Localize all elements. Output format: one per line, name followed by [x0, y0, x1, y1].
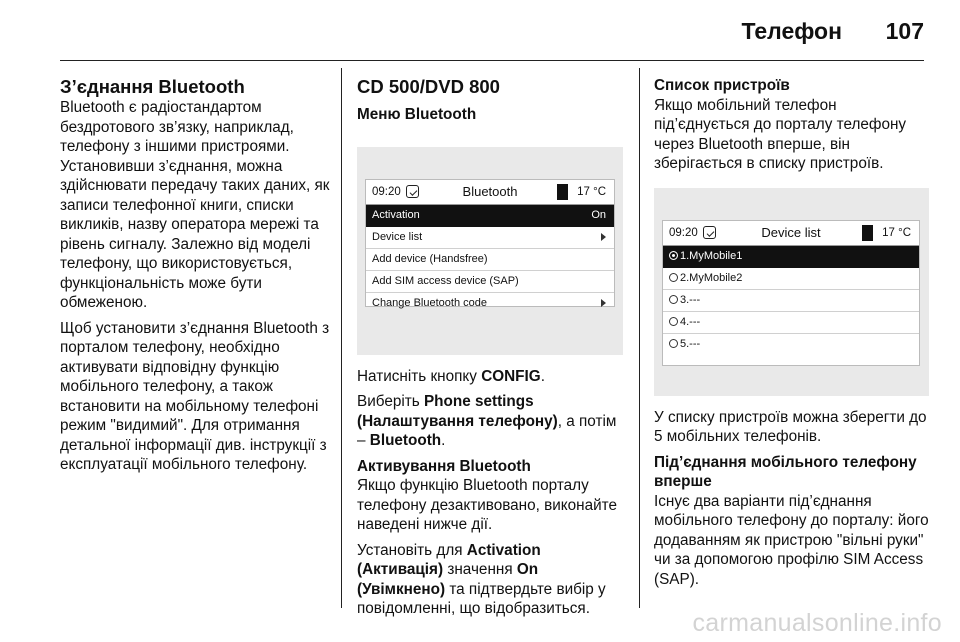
paragraph: Bluetooth є радіостандартом бездротового зв’язку, наприклад, телефону з іншими пристроями. Установивши з’єднання, можна здійснювати передачу таких даних, як записи телефонної книги, списки викликів, назву оператора мережі та рівень сигналу. Залежно від моделі телефону, що використовується, функціональність може бути обмеженою. — [60, 99, 330, 311]
paragraph: Щоб установити з’єднання Bluetooth з порталом телефону, необхідно активувати відповідну функцію мобільного телефону, а також встановити на мобільному телефоні режим "видимий". Для отримання детальної інформації див. інструкції з експлуатації мобільного телефону. — [60, 319, 330, 473]
radio-icon — [669, 273, 678, 282]
device-item[interactable]: 2.MyMobile2 — [663, 268, 919, 290]
paragraph: Існує два варіанти під’єднання мобільного телефону до порталу: його додаванням як пристрою "вільні руки" чи за допомогою профілю SIM Access (SAP). — [654, 492, 929, 588]
chevron-right-icon — [601, 233, 606, 241]
infotainment-screen — [662, 220, 920, 366]
header-divider — [60, 60, 924, 61]
paragraph: Виберіть Phone settings (Налаштування телефону), а потім – Bluetooth. — [357, 393, 617, 449]
radio-icon — [669, 317, 678, 326]
bluetooth-menu-screenshot — [357, 147, 623, 355]
device-item[interactable]: 1.MyMobile1 — [663, 246, 919, 268]
menu-item-activation[interactable]: Activation On — [366, 205, 614, 227]
device-item[interactable]: 3.--- — [663, 290, 919, 312]
subsection-heading: Під’єднання мобільного телефону вперше — [654, 453, 917, 490]
menu-item-change-code[interactable]: Change Bluetooth code — [366, 293, 614, 314]
radio-icon — [669, 295, 678, 304]
subsection-heading: Список пристроїв — [654, 77, 790, 94]
radio-icon — [669, 339, 678, 348]
watermark: carmanualsonline.info — [692, 609, 942, 637]
screen-title: Bluetooth — [462, 183, 518, 199]
column-device-list — [654, 76, 929, 595]
infotainment-screen — [365, 179, 615, 307]
chevron-right-icon — [601, 299, 606, 307]
device-item[interactable]: 5.--- — [663, 334, 919, 355]
thermometer-icon — [557, 184, 568, 200]
menu-item-device-list[interactable]: Device list — [366, 227, 614, 249]
screen-title: Device list — [761, 224, 821, 240]
subsection-heading: Меню Bluetooth — [357, 106, 477, 123]
clock: 09:20 — [372, 185, 401, 198]
page-title: Телефон — [741, 18, 842, 44]
paragraph: Натисніть кнопку CONFIG. — [357, 367, 545, 385]
paragraph: Якщо мобільний телефон під’єднується до порталу телефону через Bluetooth вперше, він зберігається в списку пристроїв. — [654, 96, 907, 172]
section-heading: CD 500/DVD 800 — [357, 76, 500, 97]
subsection-heading: Активування Bluetooth — [357, 457, 531, 475]
screen-status-bar — [663, 221, 919, 246]
menu-item-add-sim-access[interactable]: Add SIM access device (SAP) — [366, 271, 614, 293]
menu-item-add-device[interactable]: Add device (Handsfree) — [366, 249, 614, 271]
activation-value: On — [591, 208, 606, 221]
section-heading: З’єднання Bluetooth — [60, 76, 245, 97]
radio-selected-icon — [669, 251, 678, 260]
page-number: 107 — [885, 18, 924, 44]
temperature: 17 °C — [882, 226, 911, 239]
column-divider — [639, 68, 640, 608]
paragraph: У списку пристроїв можна зберегти до 5 мобільних телефонів. — [654, 408, 927, 445]
column-divider — [341, 68, 342, 608]
device-item[interactable]: 4.--- — [663, 312, 919, 334]
paragraph: Якщо функцію Bluetooth порталу телефону дезактивовано, виконайте наведені нижче дії. — [357, 477, 618, 533]
thermometer-icon — [862, 225, 873, 241]
column-bluetooth-connection — [60, 76, 332, 481]
screen-status-bar — [366, 180, 614, 205]
paragraph: Установіть для Activation (Активація) значення On (Увімкнено) та підтвердьте вибір у повідомленні, що відобразиться. — [357, 541, 606, 617]
page-header — [0, 0, 960, 62]
device-list-screenshot — [654, 188, 929, 396]
temperature: 17 °C — [577, 185, 606, 198]
column-cd500-dvd800 — [357, 76, 625, 625]
clock: 09:20 — [669, 226, 698, 239]
